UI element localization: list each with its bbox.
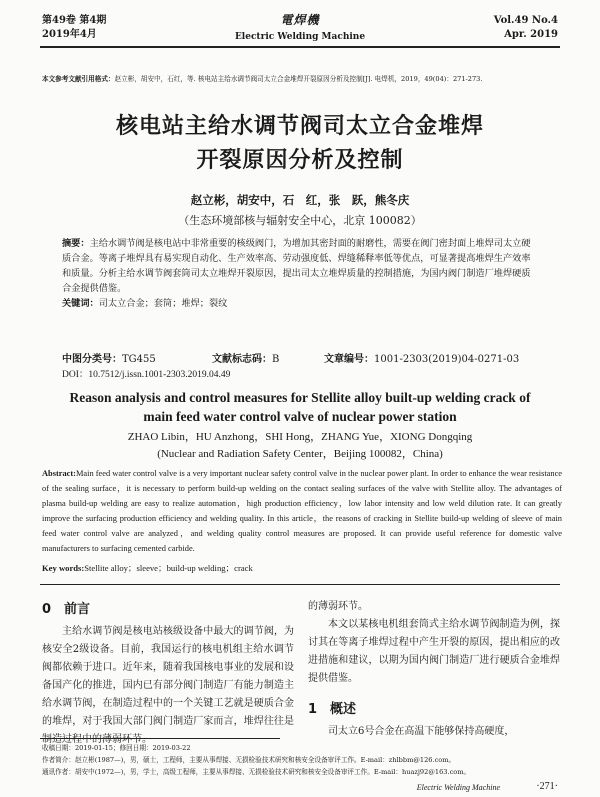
- abstract-en-text: Main feed water control valve is a very important nuclear safety control valve in the nuclear power plant. In order to enhance the wear resistance of the sealing surface，it is necessary to perform build-up welding on the contact sealing surfaces of the valve with Stellite alloy. The advantages of plasma build-up welding are easy to realize automation，high production efficiency，low labor intensity and low weld dilution rate. It can greatly improve the surfacing production efficiency and welding quality. In this article，the reasons of cracking in Stellite build-up welding of sleeve of main feed water control valve are analyzed，and welding quality control measures are proposed. It can provide useful reference for domestic valve manufacturers to surfacing cemented carbide.: [42, 469, 562, 553]
- keywords-en-text: Stellite alloy；sleeve；build-up welding；crack: [84, 563, 253, 573]
- abstract-cn: [62, 236, 538, 311]
- footnote-received: 收稿日期：2019-01-15；修回日期：2019-03-22: [42, 744, 191, 752]
- title-cn-line1: 核电站主给水调节阀司太立合金堆焊: [115, 114, 484, 139]
- title-cn: [0, 110, 600, 178]
- header-volume-info-en: [494, 14, 558, 42]
- journal-logo: 電焊機: [280, 13, 320, 27]
- date-cn: 2019年4月: [42, 29, 97, 40]
- section-1-heading: 1 概述: [308, 702, 357, 717]
- keywords-en-label: Key words:: [42, 563, 85, 573]
- body-right-column: [308, 598, 560, 741]
- article-number: [324, 350, 519, 365]
- footnotes: [42, 742, 562, 778]
- keywords-cn-label: 关键词：: [62, 298, 99, 309]
- affiliation-en: (Nuclear and Radiation Safety Center，Beijing 100082，China): [157, 448, 443, 460]
- section-0-paragraph-1: 主给水调节阀是核电站核级设备中最大的调节阀，为核安全2级设备。目前，我国运行的核电机组主给水调节阀都依赖于进口。近年来，随着我国核电事业的发展和设备国产化的推进，国内已有部分阀门制造厂有能力制造主给水调节阀，在制造过程中的一个关键工艺就是硬质合金的堆焊，对于我国大部门阀门制造厂家而言，堆焊往往是制造过程中的薄弱环节。: [42, 626, 294, 745]
- abstract-divider: [40, 584, 560, 585]
- citation-format: [42, 75, 562, 84]
- keywords-cn-text: 司太立合金；套筒；堆焊；裂纹: [98, 298, 228, 309]
- abstract-cn-body: [62, 236, 538, 296]
- doc-code-value: B: [272, 354, 280, 365]
- title-en-line1: Reason analysis and control measures for Stellite alloy built-up welding crack of: [69, 390, 531, 405]
- keywords-en: [42, 562, 253, 574]
- body-left-column: [42, 598, 294, 749]
- abstract-en-label: Abstract:: [42, 469, 76, 478]
- abstract-en: [42, 466, 562, 556]
- section-0-paragraph-2: 本文以某核电机组套筒式主给水调节阀制造为例，探讨其在等离子堆焊过程中产生开裂的原因，提出相应的改进措施和建议，以期为国内阀门制造厂进行硬质合金堆焊提供借鉴。: [308, 619, 560, 684]
- date-en: Apr. 2019: [504, 29, 558, 40]
- citation-label: 本文参考文献引用格式：: [42, 75, 115, 83]
- footer-journal-name: Electric Welding Machine: [416, 783, 500, 792]
- citation-text: 赵立彬，胡安中，石红，等. 核电站主给水调节阀司太立合金堆焊开裂原因分析及控制[J]. 电焊机，2019，49(04)：271-273.: [114, 75, 483, 83]
- footnote-author-intro: 作者简介：赵立彬(1987—)，男，硕士，工程师，主要从事焊接、无损检验技术研究和核安全设备审评工作。E-mail：zhlbbm@126.com。: [42, 756, 456, 764]
- title-en: [0, 388, 600, 426]
- affiliation-cn: （生态环境部核与辐射安全中心，北京 100082）: [178, 214, 422, 227]
- footnote-rule: [40, 738, 280, 739]
- doc-code-label: 文献标志码：: [212, 354, 272, 365]
- abstract-cn-text: 主给水调节阀是核电站中非常重要的核级阀门，为增加其密封面的耐磨性，需要在阀门密封面上堆焊司太立硬质合金。等离子堆焊具有易实现自动化、生产效率高、劳动强度低、焊缝稀释率低等优点，可显著提高堆焊生产效率和质量。分析主给水调节阀套筒司太立堆焊开裂原因，提出司太立堆焊质量的控制措施，为国内阀门制造厂堆焊硬质合金提供借鉴。: [62, 238, 531, 294]
- page-number: ·271·: [536, 781, 558, 792]
- abstract-cn-label: 摘要：: [62, 238, 90, 249]
- volume-issue-cn: 第49卷 第4期: [42, 15, 107, 26]
- document-code: [212, 350, 279, 365]
- title-cn-line2: 开裂原因分析及控制: [196, 148, 404, 173]
- title-en-line2: main feed water control valve of nuclear power station: [143, 409, 457, 424]
- section-0-paragraph-1-continued: 的薄弱环节。: [308, 601, 368, 612]
- clc-number: [62, 350, 156, 365]
- doi: DOI：10.7512/j.issn.1001-2303.2019.04.49: [62, 370, 231, 380]
- section-0-heading: 0 前言: [42, 602, 91, 617]
- authors-cn: 赵立彬，胡安中，石 红，张 跃，熊冬庆: [190, 193, 410, 207]
- article-number-value: 1001-2303(2019)04-0271-03: [374, 354, 520, 365]
- footnote-corresponding: 通讯作者：胡安中(1972—)，男，学士，高级工程师，主要从事焊接、无损检验技术研究和核安全设备审评工作。E-mail：huazj92@163.com。: [42, 768, 471, 776]
- keywords-cn: [62, 296, 538, 311]
- volume-issue-en: Vol.49 No.4: [493, 15, 558, 26]
- section-1-paragraph-1: 司太立6号合金在高温下能够保持高硬度，: [328, 726, 515, 737]
- article-number-label: 文章编号：: [324, 354, 374, 365]
- header-rule: [40, 46, 560, 48]
- journal-name-en: Electric Welding Machine: [234, 32, 366, 42]
- clc-label: 中图分类号：: [62, 354, 122, 365]
- authors-en: ZHAO Libin，HU Anzhong，SHI Hong，ZHANG Yue，XIONG Dongqing: [127, 431, 473, 443]
- clc-value: TG455: [122, 354, 156, 365]
